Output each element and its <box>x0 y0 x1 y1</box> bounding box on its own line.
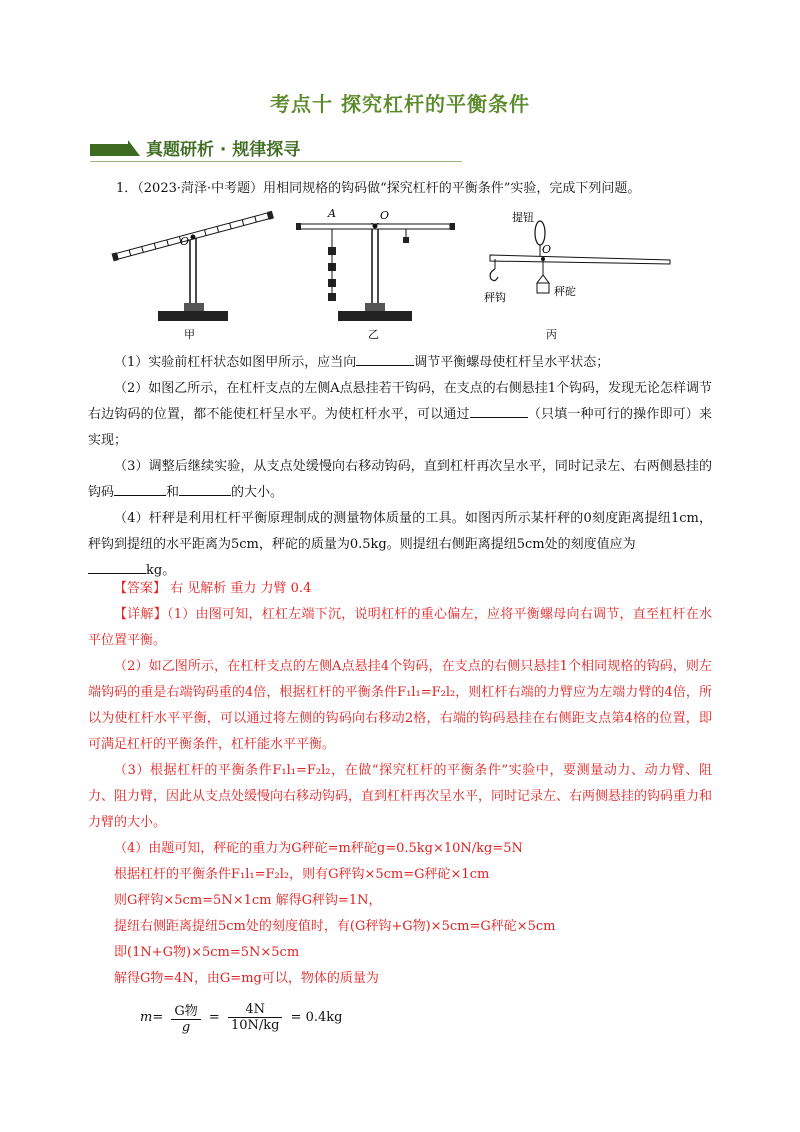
experiment-figure <box>110 203 700 343</box>
q2-text-b: （只填一种可行的操作即可）来实现； <box>88 407 712 448</box>
label-tiniu: 提钮 <box>512 211 534 224</box>
steelyard-hook <box>490 269 498 281</box>
label-chenggou: 秤钩 <box>484 291 506 304</box>
figure-yi <box>296 223 455 321</box>
counterweight <box>537 283 549 293</box>
q1-text-b: 调节平衡螺母使杠杆呈水平状态； <box>414 355 610 370</box>
q3-blank-1 <box>114 481 166 496</box>
formula-m: m <box>140 1010 153 1025</box>
question-3 <box>88 454 712 506</box>
q3-blank-2 <box>179 481 231 496</box>
q2-blank <box>470 403 528 418</box>
q3-text-c: 的大小。 <box>231 485 284 500</box>
detail-3: （3）根据杠杆的平衡条件F₁l₁=F₂l₂，在做“探究杠杆的平衡条件”实验中，要测量动力、动力臂、阻力、阻力臂，因此从支点处缓慢向右移动钩码，直到杠杆再次呈水平，同时记录左、右两侧悬挂的钩码重力和力臂的大小。 <box>88 763 713 830</box>
q3-text-a: （3）调整后继续实验，从支点处缓慢向右移动钩码，直到杠杆再次呈水平，同时记录左、右两侧悬挂的钩码 <box>88 459 712 500</box>
steelyard-bar <box>490 255 670 264</box>
q4-text-a: （4）杆秤是利用杠杆平衡原理制成的测量物体质量的工具。如图丙所示某杆秤的0刻度距离提纽1cm，秤钩到提纽的水平距离为5cm，秤砣的质量为0.5kg。则提纽右侧距离提纽5cm处的刻度值应为 <box>88 511 712 552</box>
detail-9: 解得G物=4N，由G=mg可以，物体的质量为 <box>114 971 379 986</box>
label-a-yi: A <box>328 207 336 220</box>
answer-line: 【答案】 右 见解析 重力 力臂 0.4 <box>114 581 312 596</box>
question-2 <box>88 376 712 454</box>
q1-blank <box>356 351 414 366</box>
question-intro: 1．（2023·菏泽·中考题）用相同规格的钩码做“探究杠杆的平衡条件”实验，完成下列问题。 <box>116 181 641 196</box>
label-jia: 甲 <box>184 328 195 341</box>
detail-7: 提纽右侧距离提纽5cm处的刻度值时，有(G秤钩+G物)×5cm=G秤砣×5cm <box>114 919 556 934</box>
detail-5: 根据杠杆的平衡条件F₁l₁=F₂l₂，则有G秤钩×5cm=G秤砣×1cm <box>114 867 490 882</box>
weight-yi-right <box>403 237 409 243</box>
pivot-jia <box>191 235 195 239</box>
label-bing: 丙 <box>546 328 557 341</box>
label-o-bing: O <box>542 243 552 256</box>
formula-frac-2 <box>228 1002 283 1033</box>
formula-num2: 4N <box>228 1002 283 1018</box>
label-yi: 乙 <box>368 328 379 341</box>
section-label: 真题研析 · 规律探寻 <box>146 140 301 160</box>
figure-jia <box>112 211 274 321</box>
page-title: 考点十 探究杠杆的平衡条件 <box>270 92 530 116</box>
q4-text-b: kg。 <box>146 563 176 578</box>
formula-eq1: = <box>152 1010 164 1025</box>
label-chengtuo: 秤砣 <box>554 285 576 298</box>
detail-6: 则G秤钩×5cm=5N×1cm 解得G秤钩=1N， <box>114 893 382 908</box>
question-4 <box>88 506 712 584</box>
formula-eq2: = <box>208 1010 220 1025</box>
weight-yi-4 <box>328 293 336 301</box>
foot-jia <box>184 303 204 311</box>
question-1 <box>88 350 712 376</box>
lifting-ring <box>535 221 545 245</box>
q4-blank <box>88 559 146 574</box>
formula-den1: g <box>181 1020 191 1035</box>
formula-result: = 0.4kg <box>290 1010 343 1025</box>
foot-yi <box>365 303 385 311</box>
formula-frac-1 <box>171 1000 200 1035</box>
figure-bing <box>490 221 670 293</box>
base-yi <box>338 311 412 321</box>
weight-yi-1 <box>328 247 336 255</box>
formula-den2: 10N/kg <box>230 1018 280 1033</box>
q3-text-b: 和 <box>166 485 180 500</box>
formula-num1: G物 <box>171 1000 200 1020</box>
mass-formula <box>140 1000 343 1035</box>
detail-1: 【详解】（1）由图可知，杠杠左端下沉，说明杠杆的重心偏左，应将平衡螺母向右调节，直至杠杆在水平位置平衡。 <box>88 607 712 648</box>
section-bar <box>90 144 130 156</box>
label-o-jia: O <box>180 235 190 248</box>
label-o-yi: O <box>380 209 390 222</box>
section-header <box>90 134 462 162</box>
counterweight-top <box>537 275 549 283</box>
detail-2: （2）如乙图所示，在杠杆支点的左侧A点悬挂4个钩码，在支点的右侧只悬挂1个相同规格的钩码，则左端钩码的重是右端钩码重的4倍，根据杠杆的平衡条件F₁l₁=F₂l₂，则杠杆右端的力臂应为左端力臂的4倍，所以为使杠杆水平平衡，可以通过将左侧的钩码向右移动2格，右端的钩码悬挂在右侧距支点第4格的位置，即可满足杠杆的平衡条件，杠杆能水平平衡。 <box>88 659 712 752</box>
section-bar-tip <box>128 140 140 156</box>
detail-8: 即(1N+G物)×5cm=5N×5cm <box>114 945 300 960</box>
base-jia <box>158 311 228 321</box>
section-underline <box>90 161 462 162</box>
q1-text-a: （1）实验前杠杆状态如图甲所示，应当向 <box>114 355 357 370</box>
detail-4: （4）由题可知，秤砣的重力为G秤砣=m秤砣g=0.5kg×10N/kg=5N <box>114 841 523 856</box>
q2-text-a: （2）如图乙所示，在杠杆支点的左侧A点悬挂若干钩码，在支点的右侧悬挂1个钩码，发现无论怎样调节右边钩码的位置，都不能使杠杆呈水平。为使杠杆水平，可以通过 <box>88 381 712 422</box>
